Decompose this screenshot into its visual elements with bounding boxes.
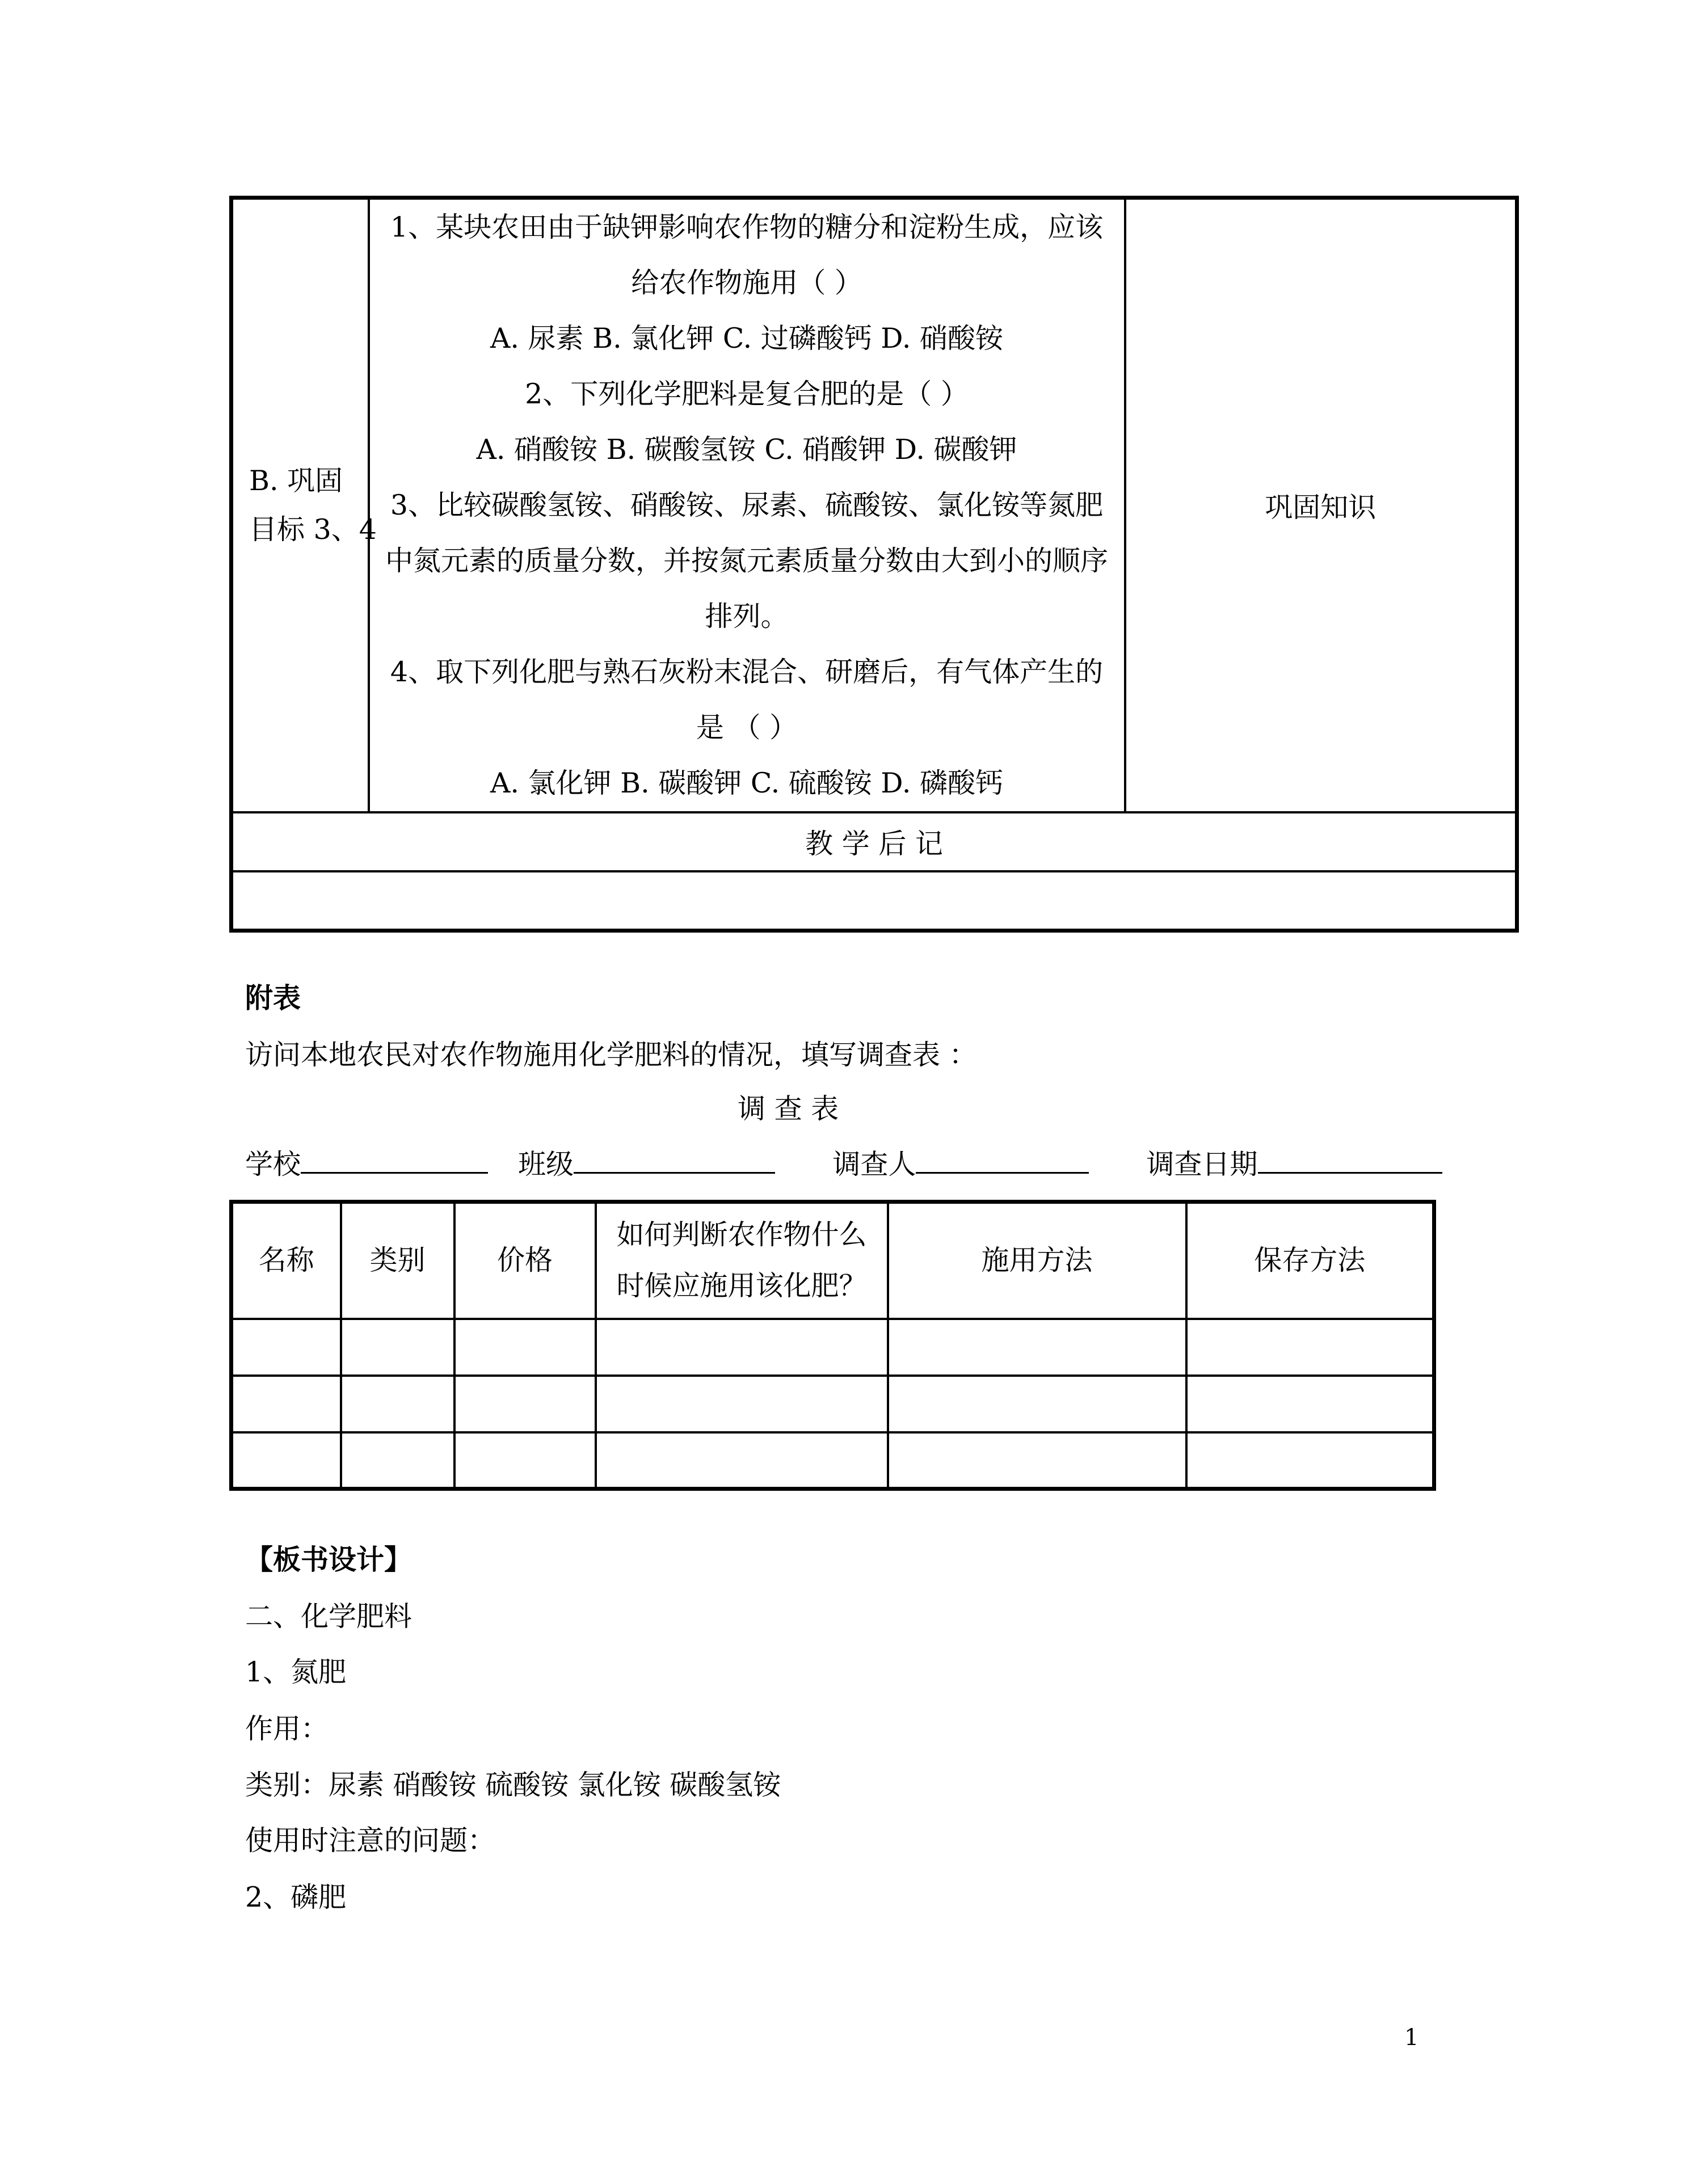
question-line: A. 尿素 B. 氯化钾 C. 过磷酸钙 D. 硝酸铵 xyxy=(490,322,1003,355)
field-date-label: 调查日期 xyxy=(1146,1148,1258,1180)
table-row xyxy=(231,1432,1434,1489)
table-cell[interactable] xyxy=(596,1319,888,1376)
table-cell[interactable] xyxy=(1186,1432,1434,1489)
table-cell[interactable] xyxy=(454,1376,596,1432)
header-storage-method: 保存方法 xyxy=(1186,1202,1434,1319)
field-surveyor-blank[interactable] xyxy=(916,1147,1089,1174)
teaching-notes-title: 教 学 后 记 xyxy=(231,812,1517,871)
question-line: A. 硝酸铵 B. 碳酸氢铵 C. 硝酸钾 D. 碳酸钾 xyxy=(476,433,1017,466)
field-school-label: 学校 xyxy=(245,1148,301,1180)
question-line: 1、某块农田由于缺钾影响农作物的糖分和淀粉生成，应该 xyxy=(390,211,1104,243)
survey-fields xyxy=(245,1147,1442,1182)
table-row xyxy=(231,1376,1434,1432)
question-line: 排列。 xyxy=(705,600,789,633)
question-line: 4、取下列化肥与熟石灰粉末混合、研磨后，有气体产生的 xyxy=(390,656,1104,688)
page-number: 1 xyxy=(1404,2025,1419,2051)
questions-cell xyxy=(369,198,1125,813)
field-surveyor-label: 调查人 xyxy=(832,1148,916,1180)
board-line: 类别：尿素 硝酸铵 硫酸铵 氯化铵 碳酸氢铵 xyxy=(245,1769,781,1801)
objective-line-2: 目标 3、4 xyxy=(249,513,377,546)
table-cell[interactable] xyxy=(1186,1319,1434,1376)
board-heading: 【板书设计】 xyxy=(245,1544,412,1576)
table-cell[interactable] xyxy=(454,1432,596,1489)
question-line: 2、下列化学肥料是复合肥的是（ ） xyxy=(525,378,969,410)
table-cell[interactable] xyxy=(888,1432,1186,1489)
lesson-table xyxy=(229,196,1519,933)
teaching-notes-body xyxy=(231,871,1517,930)
header-price: 价格 xyxy=(454,1202,596,1319)
table-cell[interactable] xyxy=(596,1432,888,1489)
objective-line-1: B. 巩固 xyxy=(249,465,343,497)
table-cell[interactable] xyxy=(341,1432,454,1489)
appendix-intro: 访问本地农民对农作物施用化学肥料的情况，填写调查表 ： xyxy=(245,1039,977,1071)
field-class-label: 班级 xyxy=(518,1148,574,1180)
appendix-heading: 附表 xyxy=(245,982,301,1014)
field-class-blank[interactable] xyxy=(574,1147,775,1174)
board-line: 使用时注意的问题： xyxy=(245,1824,496,1857)
table-cell[interactable] xyxy=(231,1376,341,1432)
survey-title: 调 查 表 xyxy=(738,1093,839,1125)
header-when-to-apply: 如何判断农作物什么 时候应施用该化肥？ xyxy=(596,1202,888,1319)
board-line: 作用： xyxy=(245,1713,329,1745)
question-line: 中氮元素的质量分数，并按氮元素质量分数由大到小的顺序 xyxy=(385,545,1108,577)
board-line: 二、化学肥料 xyxy=(245,1600,412,1633)
board-line: 1、氮肥 xyxy=(245,1656,347,1688)
table-row xyxy=(231,1319,1434,1376)
question-line: 3、比较碳酸氢铵、硝酸铵、尿素、硫酸铵、氯化铵等氮肥 xyxy=(390,489,1104,521)
objective-cell xyxy=(231,198,377,813)
question-line: 是 （ ） xyxy=(696,711,798,744)
question-line: A. 氯化钾 B. 碳酸钾 C. 硫酸铵 D. 磷酸钙 xyxy=(490,767,1003,799)
table-cell[interactable] xyxy=(596,1376,888,1432)
question-line: 给农作物施用（ ） xyxy=(631,267,862,299)
table-cell[interactable] xyxy=(231,1319,341,1376)
header-name: 名称 xyxy=(231,1202,341,1319)
table-cell[interactable] xyxy=(888,1376,1186,1432)
table-cell[interactable] xyxy=(231,1432,341,1489)
table-cell[interactable] xyxy=(341,1376,454,1432)
table-cell[interactable] xyxy=(1186,1376,1434,1432)
table-cell[interactable] xyxy=(454,1319,596,1376)
board-line: 2、磷肥 xyxy=(245,1881,347,1913)
survey-table xyxy=(229,1200,1436,1491)
table-cell[interactable] xyxy=(888,1319,1186,1376)
field-date-blank[interactable] xyxy=(1258,1147,1442,1174)
table-cell[interactable] xyxy=(341,1319,454,1376)
field-school-blank[interactable] xyxy=(301,1147,488,1174)
header-category: 类别 xyxy=(341,1202,454,1319)
header-application-method: 施用方法 xyxy=(888,1202,1186,1319)
purpose-cell: 巩固知识 xyxy=(1125,198,1517,813)
